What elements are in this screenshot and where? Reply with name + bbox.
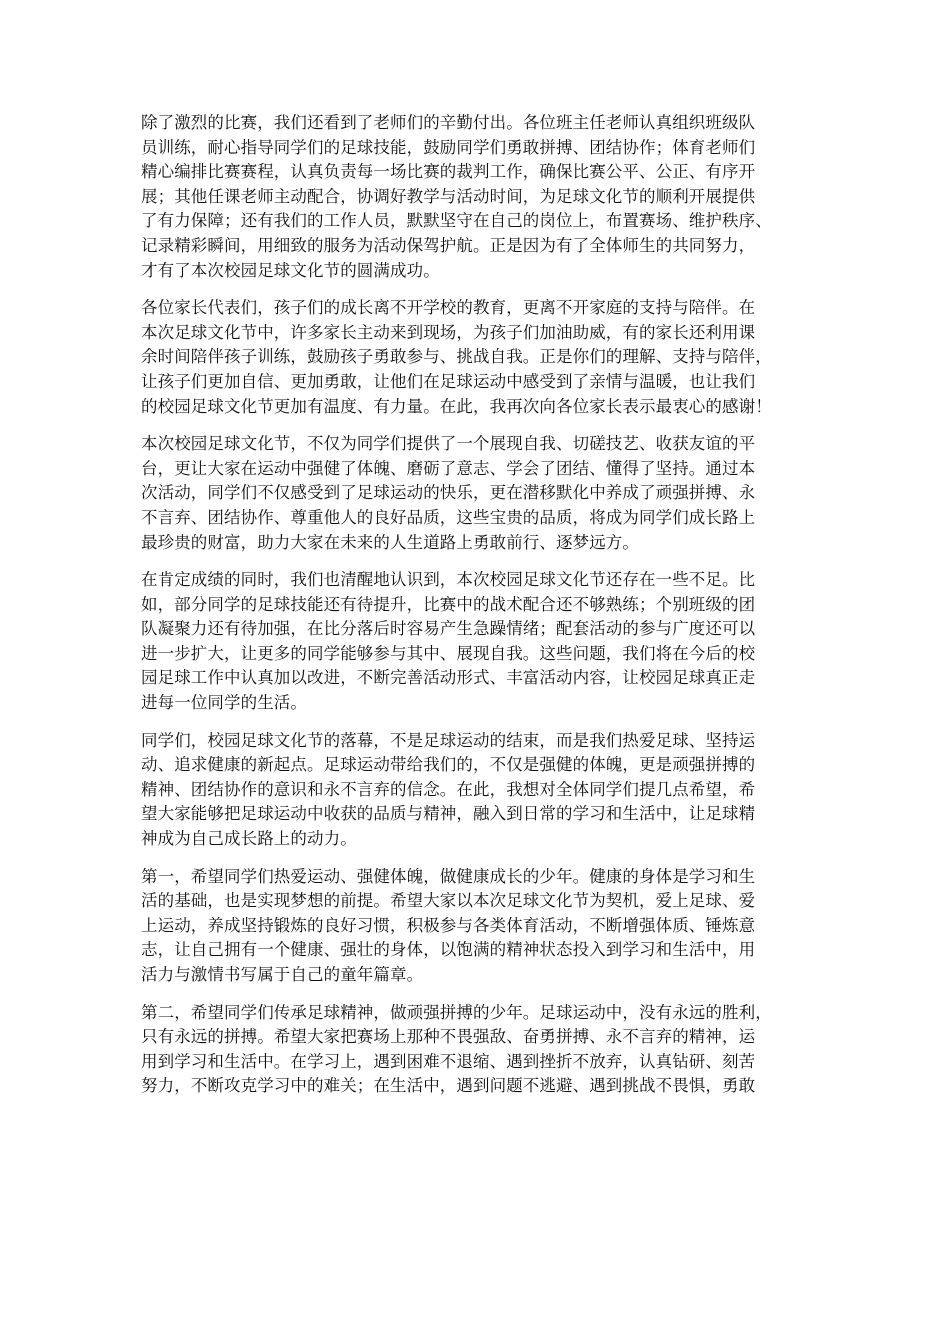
paragraph bbox=[141, 432, 831, 555]
text-line: 次活动，同学们不仅感受到了足球运动的快乐，更在潜移默化中养成了顽强拼搏、永 bbox=[141, 483, 756, 503]
text-line: 动、追求健康的新起点。足球运动带给我们的，不仅是强健的体魄，更是顽强拼搏的 bbox=[141, 755, 756, 775]
text-line: 园足球工作中认真加以改进，不断完善活动形式、丰富活动内容，让校园足球真正走 bbox=[141, 668, 756, 688]
text-line: 只有永远的拼搏。希望大家把赛场上那种不畏强敌、奋勇拼搏、永不言弃的精神，运 bbox=[141, 1027, 756, 1047]
text-line: 展；其他任课老师主动配合，协调好教学与活动时间，为足球文化节的顺利开展提供 bbox=[141, 186, 756, 206]
paragraph bbox=[141, 1001, 831, 1099]
text-line: 第一，希望同学们热爱运动、强健体魄，做健康成长的少年。健康的身体是学习和生 bbox=[141, 866, 756, 886]
text-line: 本次足球文化节中，许多家长主动来到现场，为孩子们加油助威，有的家长还利用课 bbox=[141, 322, 756, 342]
text-line: 精神、团结协作的意识和永不言弃的信念。在此，我想对全体同学们提几点希望，希 bbox=[141, 779, 756, 799]
text-line: 上运动，养成坚持锻炼的良好习惯，积极参与各类体育活动，不断增强体质、锤炼意 bbox=[141, 915, 756, 935]
text-line: 的校园足球文化节更加有温度、有力量。在此，我再次向各位家长表示最衷心的感谢！ bbox=[141, 396, 772, 416]
text-line: 台，更让大家在运动中强健了体魄、磨砺了意志、学会了团结、懂得了坚持。通过本 bbox=[141, 458, 756, 478]
text-line: 余时间陪伴孩子训练，鼓励孩子勇敢参与、挑战自我。正是你们的理解、支持与陪伴， bbox=[141, 347, 772, 367]
text-line: 进每一位同学的生活。 bbox=[141, 693, 307, 713]
text-line: 让孩子们更加自信、更加勇敢，让他们在足球运动中感受到了亲情与温暖，也让我们 bbox=[141, 371, 756, 391]
paragraph bbox=[141, 729, 831, 852]
text-line: 除了激烈的比赛，我们还看到了老师们的辛勤付出。各位班主任老师认真组织班级队 bbox=[141, 113, 756, 132]
paragraph bbox=[141, 111, 831, 283]
text-line: 活的基础，也是实现梦想的前提。希望大家以本次足球文化节为契机，爱上足球、爱 bbox=[141, 891, 756, 911]
text-line: 本次校园足球文化节，不仅为同学们提供了一个展现自我、切磋技艺、收获友谊的平 bbox=[141, 434, 756, 454]
text-line: 同学们，校园足球文化节的落幕，不是足球运动的结束，而是我们热爱足球、坚持运 bbox=[141, 730, 756, 750]
text-line: 不言弃、团结协作、尊重他人的良好品质，这些宝贵的品质，将成为同学们成长路上 bbox=[141, 507, 756, 527]
text-line: 努力，不断攻克学习中的难关；在生活中，遇到问题不逃避、遇到挑战不畏惧，勇敢 bbox=[141, 1076, 756, 1096]
paragraph bbox=[141, 568, 831, 716]
text-line: 精心编排比赛赛程，认真负责每一场比赛的裁判工作，确保比赛公平、公正、有序开 bbox=[141, 162, 756, 182]
text-line: 最珍贵的财富，助力大家在未来的人生道路上勇敢前行、逐梦远方。 bbox=[141, 532, 639, 552]
text-line: 望大家能够把足球运动中收获的品质与精神，融入到日常的学习和生活中，让足球精 bbox=[141, 804, 756, 824]
text-line: 各位家长代表们，孩子们的成长离不开学校的教育，更离不开家庭的支持与陪伴。在 bbox=[141, 298, 756, 318]
text-line: 用到学习和生活中。在学习上，遇到困难不退缩、遇到挫折不放弃，认真钻研、刻苦 bbox=[141, 1051, 756, 1071]
paragraph bbox=[141, 865, 831, 988]
text-line: 员训练，耐心指导同学们的足球技能，鼓励同学们勇敢拼搏、团结协作；体育老师们 bbox=[141, 137, 756, 157]
text-line: 志，让自己拥有一个健康、强壮的身体，以饱满的精神状态投入到学习和生活中，用 bbox=[141, 940, 756, 960]
text-line: 如，部分同学的足球技能还有待提升，比赛中的战术配合还不够熟练；个别班级的团 bbox=[141, 594, 756, 614]
text-line: 第二，希望同学们传承足球精神，做顽强拼搏的少年。足球运动中，没有永远的胜利， bbox=[141, 1002, 772, 1022]
document-body bbox=[141, 111, 831, 1112]
text-line: 才有了本次校园足球文化节的圆满成功。 bbox=[141, 260, 440, 280]
text-line: 进一步扩大，让更多的同学能够参与其中、展现自我。这些问题，我们将在今后的校 bbox=[141, 643, 756, 663]
text-line: 队凝聚力还有待加强，在比分落后时容易产生急躁情绪；配套活动的参与广度还可以 bbox=[141, 619, 756, 639]
paragraph bbox=[141, 296, 831, 419]
text-line: 记录精彩瞬间，用细致的服务为活动保驾护航。正是因为有了全体师生的共同努力， bbox=[141, 235, 756, 255]
text-line: 神成为自己成长路上的动力。 bbox=[141, 829, 357, 849]
text-line: 活力与激情书写属于自己的童年篇章。 bbox=[141, 965, 424, 984]
text-line: 在肯定成绩的同时，我们也清醒地认识到，本次校园足球文化节还存在一些不足。比 bbox=[141, 570, 756, 590]
text-line: 了有力保障；还有我们的工作人员，默默坚守在自己的岗位上，布置赛场、维护秩序、 bbox=[141, 211, 772, 231]
